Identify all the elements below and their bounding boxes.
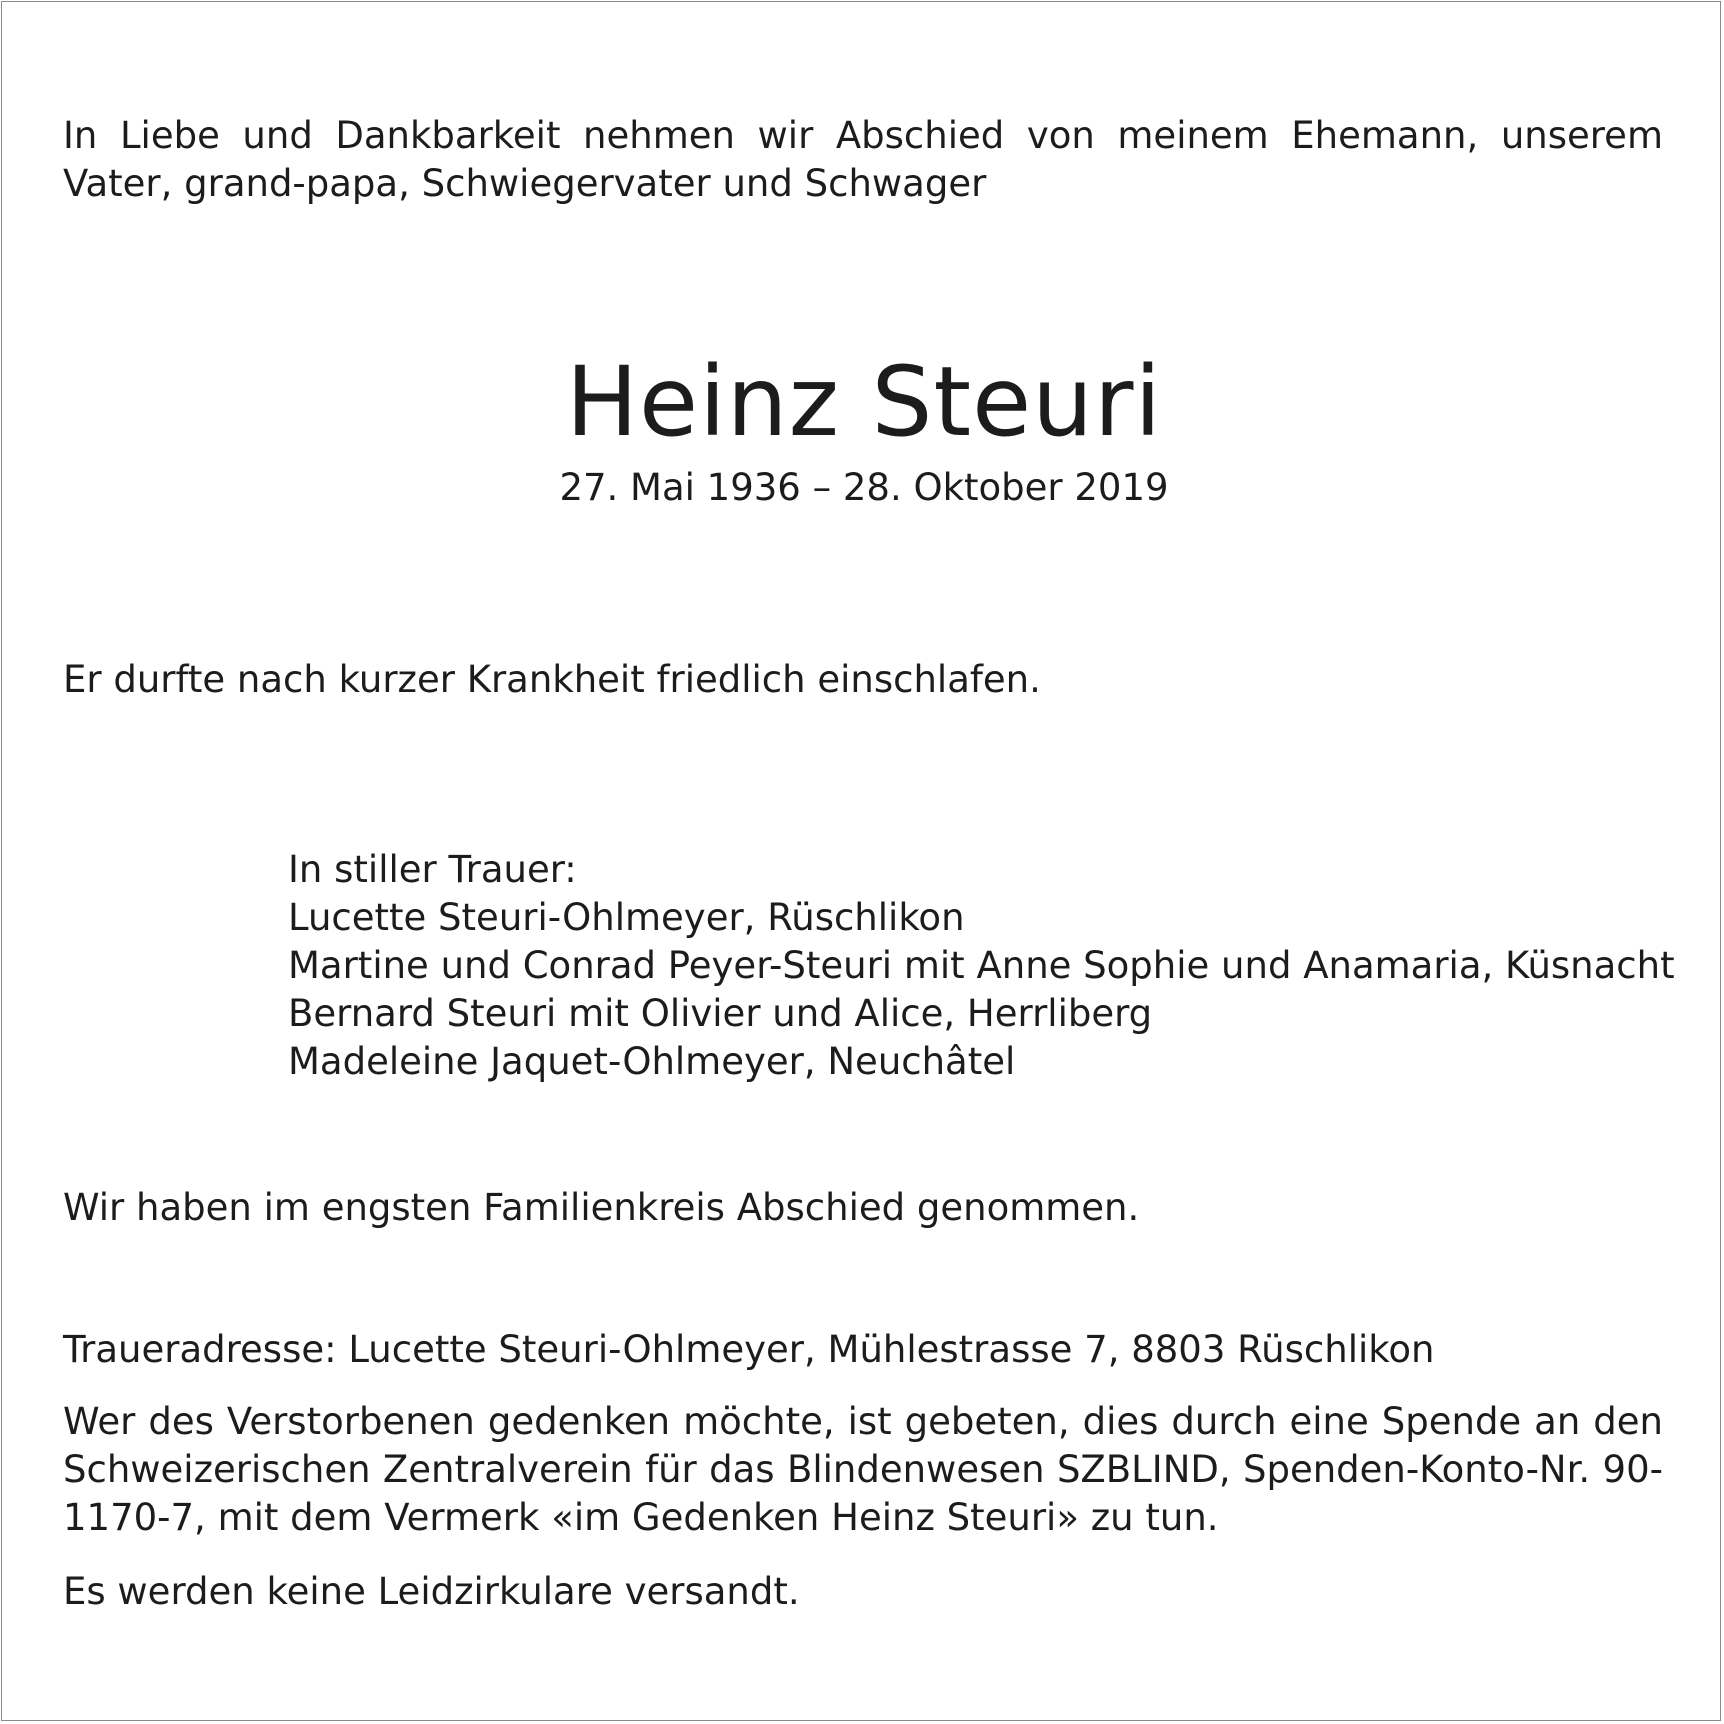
mourning-address: Traueradresse: Lucette Steuri-Ohlmeyer, Mühlestrasse 7, 8803 Rüschlikon [63, 1328, 1435, 1371]
intro-text: In Liebe und Dankbarkeit nehmen wir Abschied von meinem Ehemann, unserem Vater, grand-papa, Schwiegervater und Schwager [63, 114, 1663, 205]
donation-request: Wer des Verstorbenen gedenken möchte, ist gebeten, dies durch eine Spende an den Schweizerischen Zentralverein für das Blindenwesen SZBLIND, Spenden-Konto-Nr. 90-1170-7, mit dem Vermerk «im Gedenken Heinz Steuri» zu tun. [63, 1400, 1663, 1539]
life-dates: 27. Mai 1936 – 28. Oktober 2019 [559, 466, 1169, 509]
mourners-heading: In stiller Trauer: [288, 848, 577, 891]
deceased-name: Heinz Steuri [565, 346, 1163, 458]
mourners-list [288, 846, 1688, 1086]
obituary-frame [1, 1, 1721, 1721]
mourner-entry: Bernard Steuri mit Olivier und Alice, Herrliberg [288, 992, 1153, 1035]
mourner-entry: Lucette Steuri-Ohlmeyer, Rüschlikon [288, 896, 965, 939]
closing-note: Es werden keine Leidzirkulare versandt. [63, 1570, 800, 1613]
mourner-entry: Martine und Conrad Peyer-Steuri mit Anne Sophie und Anamaria, Küsnacht [288, 944, 1675, 987]
passing-note: Er durfte nach kurzer Krankheit friedlich einschlafen. [63, 658, 1041, 701]
mourner-entry: Madeleine Jaquet-Ohlmeyer, Neuchâtel [288, 1040, 1016, 1083]
farewell-note: Wir haben im engsten Familienkreis Abschied genommen. [63, 1186, 1140, 1229]
